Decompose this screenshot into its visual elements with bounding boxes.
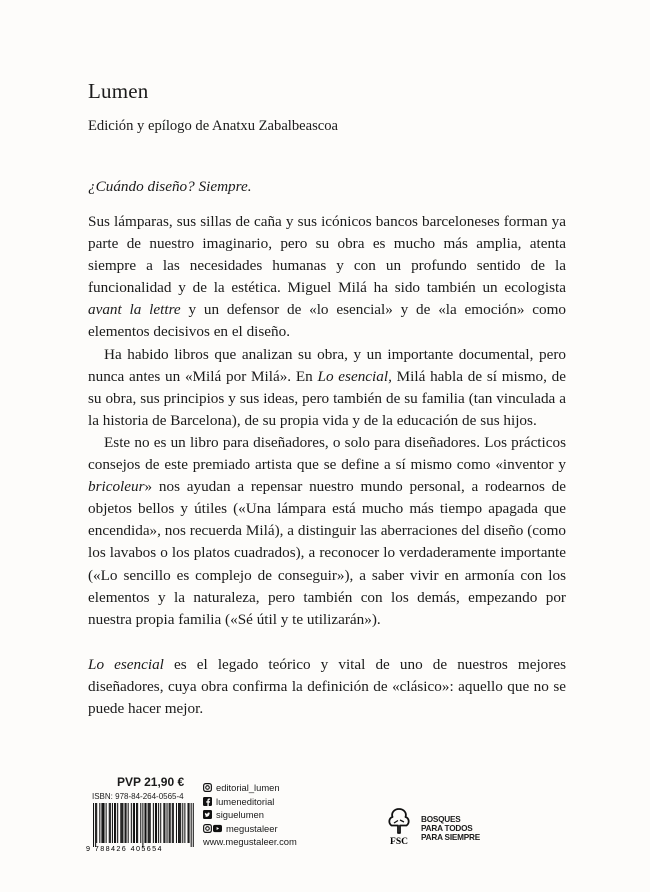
barcode-bar: [96, 803, 97, 843]
barcode-bar: [95, 803, 96, 847]
barcode-bar: [163, 803, 164, 843]
isbn-label: ISBN: 978-84-264-0565-4: [92, 792, 184, 801]
barcode-bar: [102, 803, 103, 843]
barcode-bar: [104, 803, 105, 843]
barcode-bar: [110, 803, 111, 843]
barcode-bar: [112, 803, 113, 843]
barcode-bar: [158, 803, 159, 843]
barcode-bar: [176, 803, 177, 843]
closing-block: [88, 654, 566, 720]
barcode-bars: [93, 803, 194, 847]
barcode-bar: [149, 803, 150, 843]
barcode-bar: [191, 803, 192, 847]
barcode-bar: [93, 803, 94, 847]
barcode-bar: [182, 803, 183, 843]
barcode-bar: [180, 803, 181, 843]
barcode-bar: [122, 803, 123, 843]
barcode-bar: [120, 803, 121, 843]
barcode-bar: [153, 803, 154, 843]
barcode-bar: [189, 803, 190, 843]
barcode-bar: [144, 803, 145, 843]
fsc-logo: [382, 806, 416, 846]
fsc-slogan-line: PARA TODOS: [421, 824, 473, 833]
barcode-bar: [125, 803, 126, 843]
social-row-twitter[interactable]: [203, 808, 297, 822]
barcode-bar: [114, 803, 115, 843]
barcode-bar: [121, 803, 122, 843]
social-handle: editorial_lumen: [216, 782, 280, 793]
fsc-label: FSC: [390, 837, 408, 846]
barcode-bar: [156, 803, 157, 843]
barcode-bar: [99, 803, 100, 843]
facebook-icon: [203, 797, 212, 806]
barcode-bar: [115, 803, 116, 843]
instagram-icon: [203, 783, 212, 792]
barcode-bar: [155, 803, 156, 843]
fsc-slogan-line: PARA SIEMPRE: [421, 833, 481, 842]
barcode-bar: [106, 803, 107, 843]
barcode-bar: [178, 803, 179, 843]
social-handle: megustaleer: [226, 822, 278, 834]
website-url: www.megustaleer.com: [203, 836, 297, 847]
barcode-bar: [133, 803, 134, 843]
twitter-icon: [203, 810, 212, 819]
blurb-paragraph: Este no es un libro para diseñadores, o solo para diseñadores. Los prácticos consejos de este premiado artista que se define a sí mismo como «inventor y bricoleur» nos ayudan a repensar nuestro mundo personal, a rodearnos de objetos bellos y útiles («Una lámpara está mucho más tiempo apagada que encendida», nos recuerda Milá), a distinguir las aberraciones del diseño (como los lavabos o los platos cuadrados), a reconocer lo verdaderamente importante («Lo sencillo es complejo de conseguir»), a saber vivir en armonía con los elementos y la naturaleza, pero también con los demás, empezando por nuestra propia familia («Sé útil y te utilizarán»).: [88, 433, 566, 628]
barcode-bar: [150, 803, 151, 843]
barcode-bar: [117, 803, 118, 843]
barcode-bar: [160, 803, 161, 843]
barcode-bar: [142, 803, 143, 847]
barcode-bar: [128, 803, 129, 843]
barcode-bar: [164, 803, 165, 843]
barcode-bar: [167, 803, 168, 843]
barcode-bar: [137, 803, 138, 843]
fsc-slogan-line: BOSQUES: [421, 815, 461, 824]
blurb-paragraph: Sus lámparas, sus sillas de caña y sus icónicos bancos barceloneses forman ya parte de nuestro imaginario, pero su obra es mucho más amplia, atenta siempre a las necesidades humanas y con un profundo sentido de la funcionalidad y de la estética. Miguel Milá ha sido también un ecologista avant la lettre y un defensor de «lo esencial» y de «la emoción» como elementos decisivos en el diseño.: [88, 213, 566, 341]
social-links: [203, 781, 297, 849]
closing-paragraph: Lo esencial es el legado teórico y vital de uno de nuestros mejores diseñadores, cuya obra confirma la definición de «clásico»: aquello que no se puede hacer mejor.: [88, 656, 566, 718]
publisher-name: Lumen: [88, 79, 149, 103]
instagram-icon: [203, 824, 212, 833]
social-handle: lumeneditorial: [216, 795, 275, 807]
fsc-slogan: [421, 815, 480, 842]
editor-credit: Edición y epílogo de Anatxu Zabalbeascoa: [88, 118, 339, 134]
barcode-bar: [136, 803, 137, 843]
social-row-megustaleer[interactable]: [203, 822, 297, 836]
barcode-bar: [101, 803, 102, 843]
social-row-facebook[interactable]: [203, 795, 297, 809]
fsc-tree-icon: [389, 809, 408, 833]
barcode-bar: [126, 803, 127, 843]
barcode-bar: [170, 803, 171, 843]
tagline: ¿Cuándo diseño? Siempre.: [88, 178, 252, 195]
barcode-bar: [193, 803, 194, 847]
price-label: PVP 21,90 €: [117, 775, 185, 789]
barcode-bar: [179, 803, 180, 843]
youtube-icon: [213, 824, 222, 833]
barcode-bar: [146, 803, 147, 843]
barcode-bar: [109, 803, 110, 843]
barcode: [85, 802, 195, 852]
social-handle: siguelumen: [216, 809, 264, 820]
blurb-paragraph: Ha habido libros que analizan su obra, y un importante documental, pero nunca antes un «Milá por Milá». En Lo esencial, Milá habla de sí mismo, de su obra, sus principios y sus ideas, pero también de su familia (tan vinculada a la historia de Barcelona), de su propia vida y de la educación de sus hijos.: [88, 345, 566, 429]
barcode-bar: [140, 803, 141, 843]
barcode-bar: [148, 803, 149, 843]
website-row[interactable]: [203, 835, 297, 849]
barcode-bar: [169, 803, 170, 843]
barcode-bar: [172, 803, 173, 843]
barcode-bar: [131, 803, 132, 843]
blurb-block: [88, 211, 566, 631]
barcode-bar: [188, 803, 189, 843]
barcode-bar: [184, 803, 185, 843]
barcode-digits: 9 788426 405654: [86, 844, 163, 852]
barcode-bar: [173, 803, 174, 843]
social-row-instagram[interactable]: [203, 781, 297, 795]
barcode-bar: [134, 803, 135, 843]
